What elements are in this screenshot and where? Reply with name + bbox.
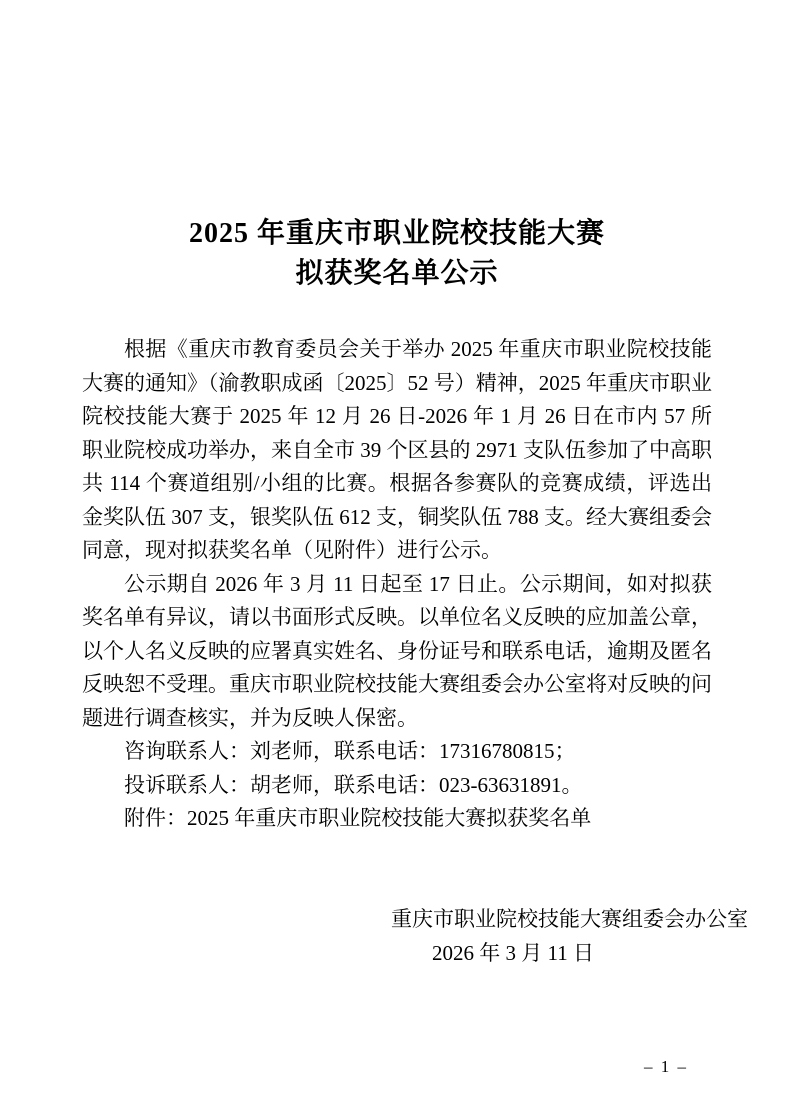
signature-date: 2026 年 3 月 11 日 [432, 940, 594, 965]
document-title-line-1: 2025 年重庆市职业院校技能大赛 [188, 218, 605, 249]
attachment-line: 附件：2025 年重庆市职业院校技能大赛拟获奖名单 [124, 806, 592, 830]
contact-line-complaint: 投诉联系人：胡老师，联系电话：023-63631891。 [124, 772, 583, 797]
signature-block [0, 902, 794, 970]
body-paragraph-1: 根据《重庆市教育委员会关于举办 2025 年重庆市职业院校技能大赛的通知》（渝教职成函〔2025〕52 号）精神，2025 年重庆市职业院校技能大赛于 2025 年 12 月 26 日-2026 年 1 月 26 日在市内 57 所职业院校成功举办，来自全市 39 个区县的 2971 支队伍参加了中高职共 114 个赛道组别/小组的比赛。根据各参赛队的竞赛成绩，评选出金奖队伍 307 支，银奖队伍 612 支，铜奖队伍 788 支。经大赛组委会同意，现对拟获奖名单（见附件）进行公示。 [82, 337, 712, 562]
body-paragraph-2: 公示期自 2026 年 3 月 11 日起至 17 日止。公示期间，如对拟获奖名单有异议，请以书面形式反映。以单位名义反映的应加盖公章，以个人名义反映的应署真实姓名、身份证号和联系电话，逾期及匿名反映恕不受理。重庆市职业院校技能大赛组委会办公室将对反映的问题进行调查核实，并为反映人保密。 [82, 571, 712, 730]
document-title-line-2: 拟获奖名单公示 [295, 258, 499, 289]
contact-line-inquiry: 咨询联系人：刘老师，联系电话：17316780815； [124, 739, 576, 763]
page-number: – 1 – [644, 1057, 688, 1076]
signature-organization: 重庆市职业院校技能大赛组委会办公室 [391, 906, 748, 931]
document-title [0, 0, 794, 294]
document-body [82, 333, 712, 836]
